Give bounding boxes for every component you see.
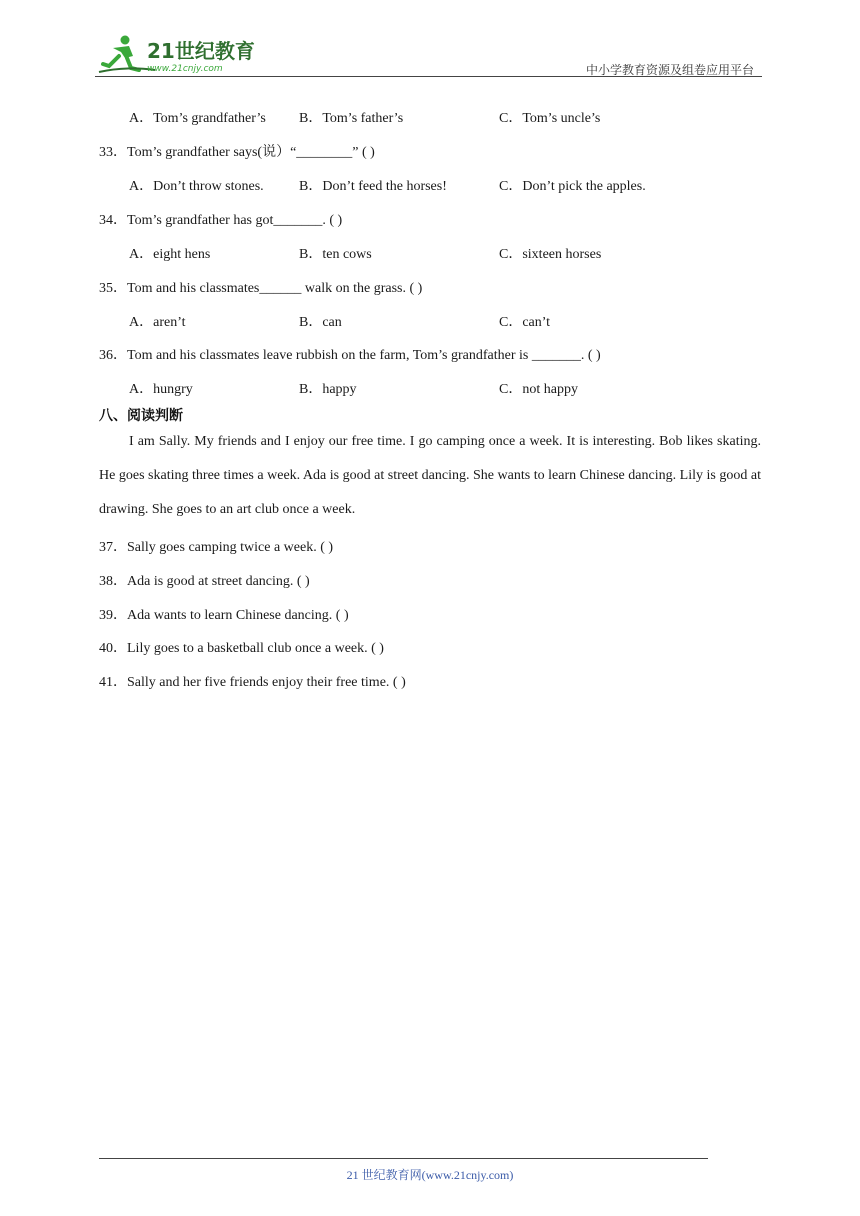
footer-text: 21 世纪教育网(www.21cnjy.com) [346, 1168, 514, 1182]
option-b: B．ten cows [299, 247, 372, 262]
question-36: 36．Tom and his classmates leave rubbish on the farm, Tom’s grandfather is _______. ( ) [99, 348, 601, 363]
footer-divider [99, 1158, 708, 1159]
option-b: B．can [299, 315, 342, 330]
question-35: 35．Tom and his classmates______ walk on the grass. ( ) [99, 281, 423, 296]
logo [95, 34, 265, 76]
question-33: 33．Tom’s grandfather says(说）“________” ( ) [99, 145, 375, 160]
statement-41: 41．Sally and her five friends enjoy their free time. ( ) [99, 675, 406, 690]
header-divider [95, 76, 762, 77]
statement-37: 37．Sally goes camping twice a week. ( ) [99, 540, 334, 555]
page-header [0, 0, 860, 80]
option-a: A．Don’t throw stones. [129, 179, 264, 194]
option-b: B．Tom’s father’s [299, 111, 404, 126]
header-platform-text: 中小学教育资源及组卷应用平台 [585, 63, 754, 77]
option-c: C．Don’t pick the apples. [499, 179, 646, 194]
option-a: A．hungry [129, 382, 193, 397]
option-b: B．Don’t feed the horses! [299, 179, 447, 194]
section-title: 八、阅读判断 [99, 408, 183, 424]
statement-40: 40．Lily goes to a basketball club once a week. ( ) [99, 641, 384, 656]
statement-38: 38．Ada is good at street dancing. ( ) [99, 574, 310, 589]
logo-title: 21世纪教育 [147, 39, 255, 63]
option-a: A．eight hens [129, 247, 211, 262]
option-a: A．aren’t [129, 315, 186, 330]
option-a: A．Tom’s grandfather’s [129, 111, 266, 126]
option-c: C．sixteen horses [499, 247, 602, 262]
reading-passage [99, 425, 761, 527]
question-34: 34．Tom’s grandfather has got_______. ( ) [99, 213, 343, 228]
logo-url: www.21cnjy.com [147, 64, 223, 74]
option-c: C．not happy [499, 382, 578, 397]
passage-text: I am Sally. My friends and I enjoy our free time. I go camping once a week. It is interesting. Bob likes skating. He goes skating three times a week. Ada is good at street dancing. She wants to learn Chinese dancing. Lily is good at drawing. She goes to an art club once a week. [99, 434, 761, 517]
option-c: C．Tom’s uncle’s [499, 111, 601, 126]
option-c: C．can’t [499, 315, 551, 330]
statement-39: 39．Ada wants to learn Chinese dancing. ( ) [99, 608, 349, 623]
option-b: B．happy [299, 382, 357, 397]
